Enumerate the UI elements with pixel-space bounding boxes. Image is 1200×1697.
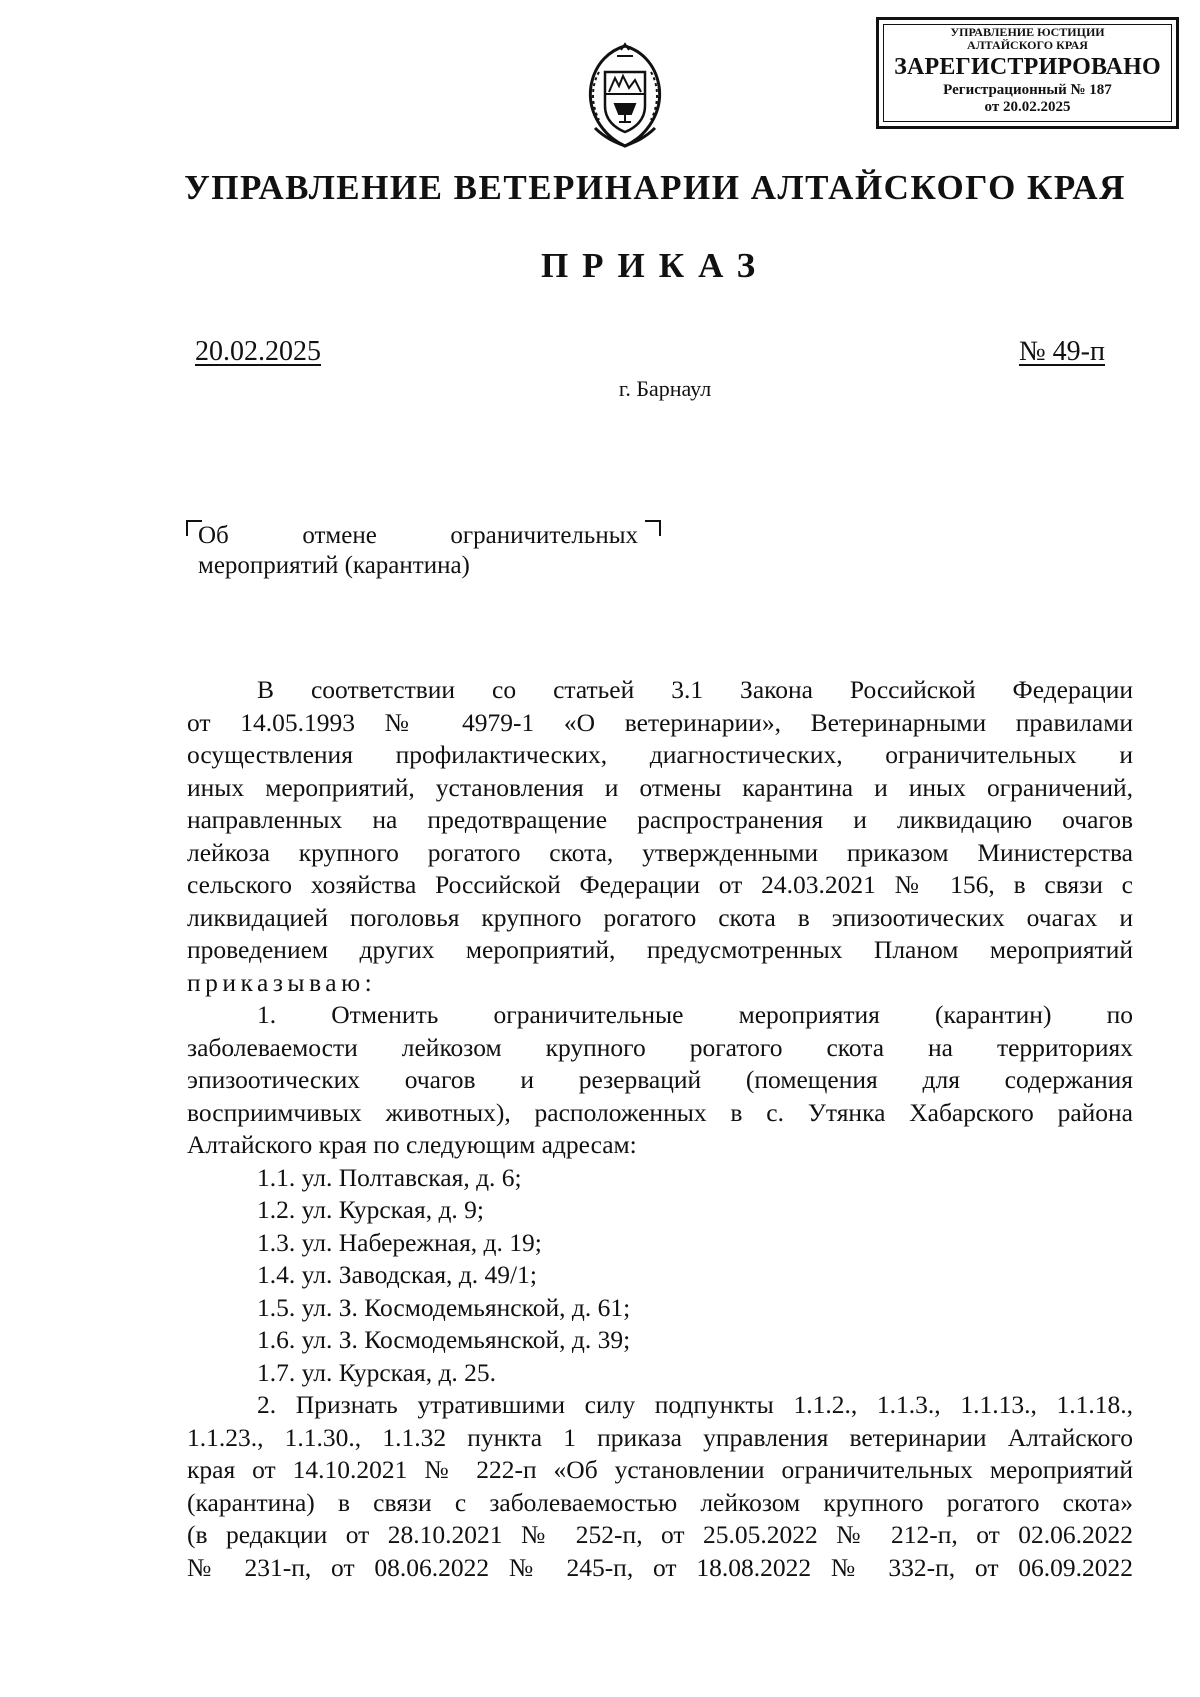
preamble-line: осуществления профилактических, диагностических, ограничительных и: [187, 740, 1133, 769]
item1-line: 1. Отменить ограничительные мероприятия (карантин) по: [257, 1000, 1133, 1029]
item1-line: заболеваемости лейкозом крупного рогатого скота на территориях: [187, 1032, 1133, 1062]
subject-line-1: Об отмене ограничительных: [198, 522, 638, 549]
item2-line: 1.1.23., 1.1.30., 1.1.32 пункта 1 приказа управления ветеринарии Алтайского: [187, 1422, 1133, 1452]
preamble-line: направленных на предотвращение распространения и ликвидацию очагов: [187, 805, 1133, 834]
item1-line: восприимчивых животных), расположенных в с. Утянка Хабарского района: [187, 1097, 1133, 1127]
subject-line-2: мероприятий (карантина): [198, 552, 470, 579]
document-city: г. Барнаул: [618, 376, 712, 401]
document-subject: [198, 521, 638, 581]
document-type: ПРИКАЗ: [540, 246, 770, 285]
preamble-line: проведением других мероприятий, предусмотренных Планом мероприятий: [187, 935, 1133, 964]
document-date: 20.02.2025: [195, 336, 321, 367]
stamp-status: ЗАРЕГИСТРИРОВАНО: [894, 54, 1161, 80]
item2-line: края от 14.10.2021 № 222-п «Об установлении ограничительных мероприятий: [187, 1455, 1133, 1484]
coat-of-arms-icon: [581, 42, 669, 150]
preamble-line: иных мероприятий, установления и отмены карантина и иных ограничений,: [187, 772, 1133, 802]
document-number: № 49-п: [1018, 336, 1105, 367]
stamp-authority-line1: УПРАВЛЕНИЕ ЮСТИЦИИ: [950, 25, 1105, 39]
organization-title: УПРАВЛЕНИЕ ВЕТЕРИНАРИИ АЛТАЙСКОГО КРАЯ: [184, 168, 1126, 207]
address-item: 1.6. ул. З. Космодемьянской, д. 39;: [257, 1325, 631, 1354]
registration-stamp: [876, 17, 1179, 129]
item2-line: (в редакции от 28.10.2021 № 252-п, от 25.05.2022 № 212-п, от 02.06.2022: [187, 1520, 1133, 1549]
stamp-authority-line2: АЛТАЙСКОГО КРАЯ: [967, 38, 1088, 52]
item2-line: № 231-п, от 08.06.2022 № 245-п, от 18.08.2022 № 332-п, от 06.09.2022: [187, 1552, 1133, 1582]
stamp-reg-number: Регистрационный № 187: [943, 82, 1112, 98]
item1-line: эпизоотических очагов и резерваций (помещения для содержания: [187, 1065, 1133, 1094]
address-item: 1.4. ул. Заводская, д. 49/1;: [257, 1260, 537, 1289]
item2-line: (карантина) в связи с заболеваемостью лейкозом крупного рогатого скота»: [187, 1487, 1133, 1517]
address-item: 1.7. ул. Курская, д. 25.: [257, 1357, 497, 1387]
subject-corner-right: [645, 520, 661, 536]
item2-line: 2. Признать утратившими силу подпункты 1.1.2., 1.1.3., 1.1.13., 1.1.18.,: [257, 1390, 1133, 1419]
preamble-line: ликвидацией поголовья крупного рогатого скота в эпизоотических очагах и: [187, 902, 1133, 932]
preamble-line: от 14.05.1993 № 4979-1 «О ветеринарии», Ветеринарными правилами: [187, 707, 1133, 737]
stamp-inner-frame: [883, 24, 1172, 122]
stamp-reg-date: от 20.02.2025: [984, 99, 1071, 115]
address-item: 1.3. ул. Набережная, д. 19;: [257, 1227, 542, 1257]
address-item: 1.1. ул. Полтавская, д. 6;: [257, 1162, 522, 1192]
address-item: 1.2. ул. Курская, д. 9;: [257, 1195, 484, 1224]
document-body: [187, 674, 1133, 1584]
preamble-line: В соответствии со статьей 3.1 Закона Российской Федерации: [257, 675, 1133, 704]
preamble-line: сельского хозяйства Российской Федерации от 24.03.2021 № 156, в связи с: [187, 870, 1133, 899]
order-word: приказываю:: [187, 967, 377, 997]
item1-line: Алтайского края по следующим адресам:: [187, 1130, 637, 1159]
address-item: 1.5. ул. З. Космодемьянской, д. 61;: [257, 1292, 631, 1322]
preamble-line: лейкоза крупного рогатого скота, утвержденными приказом Министерства: [187, 837, 1133, 867]
